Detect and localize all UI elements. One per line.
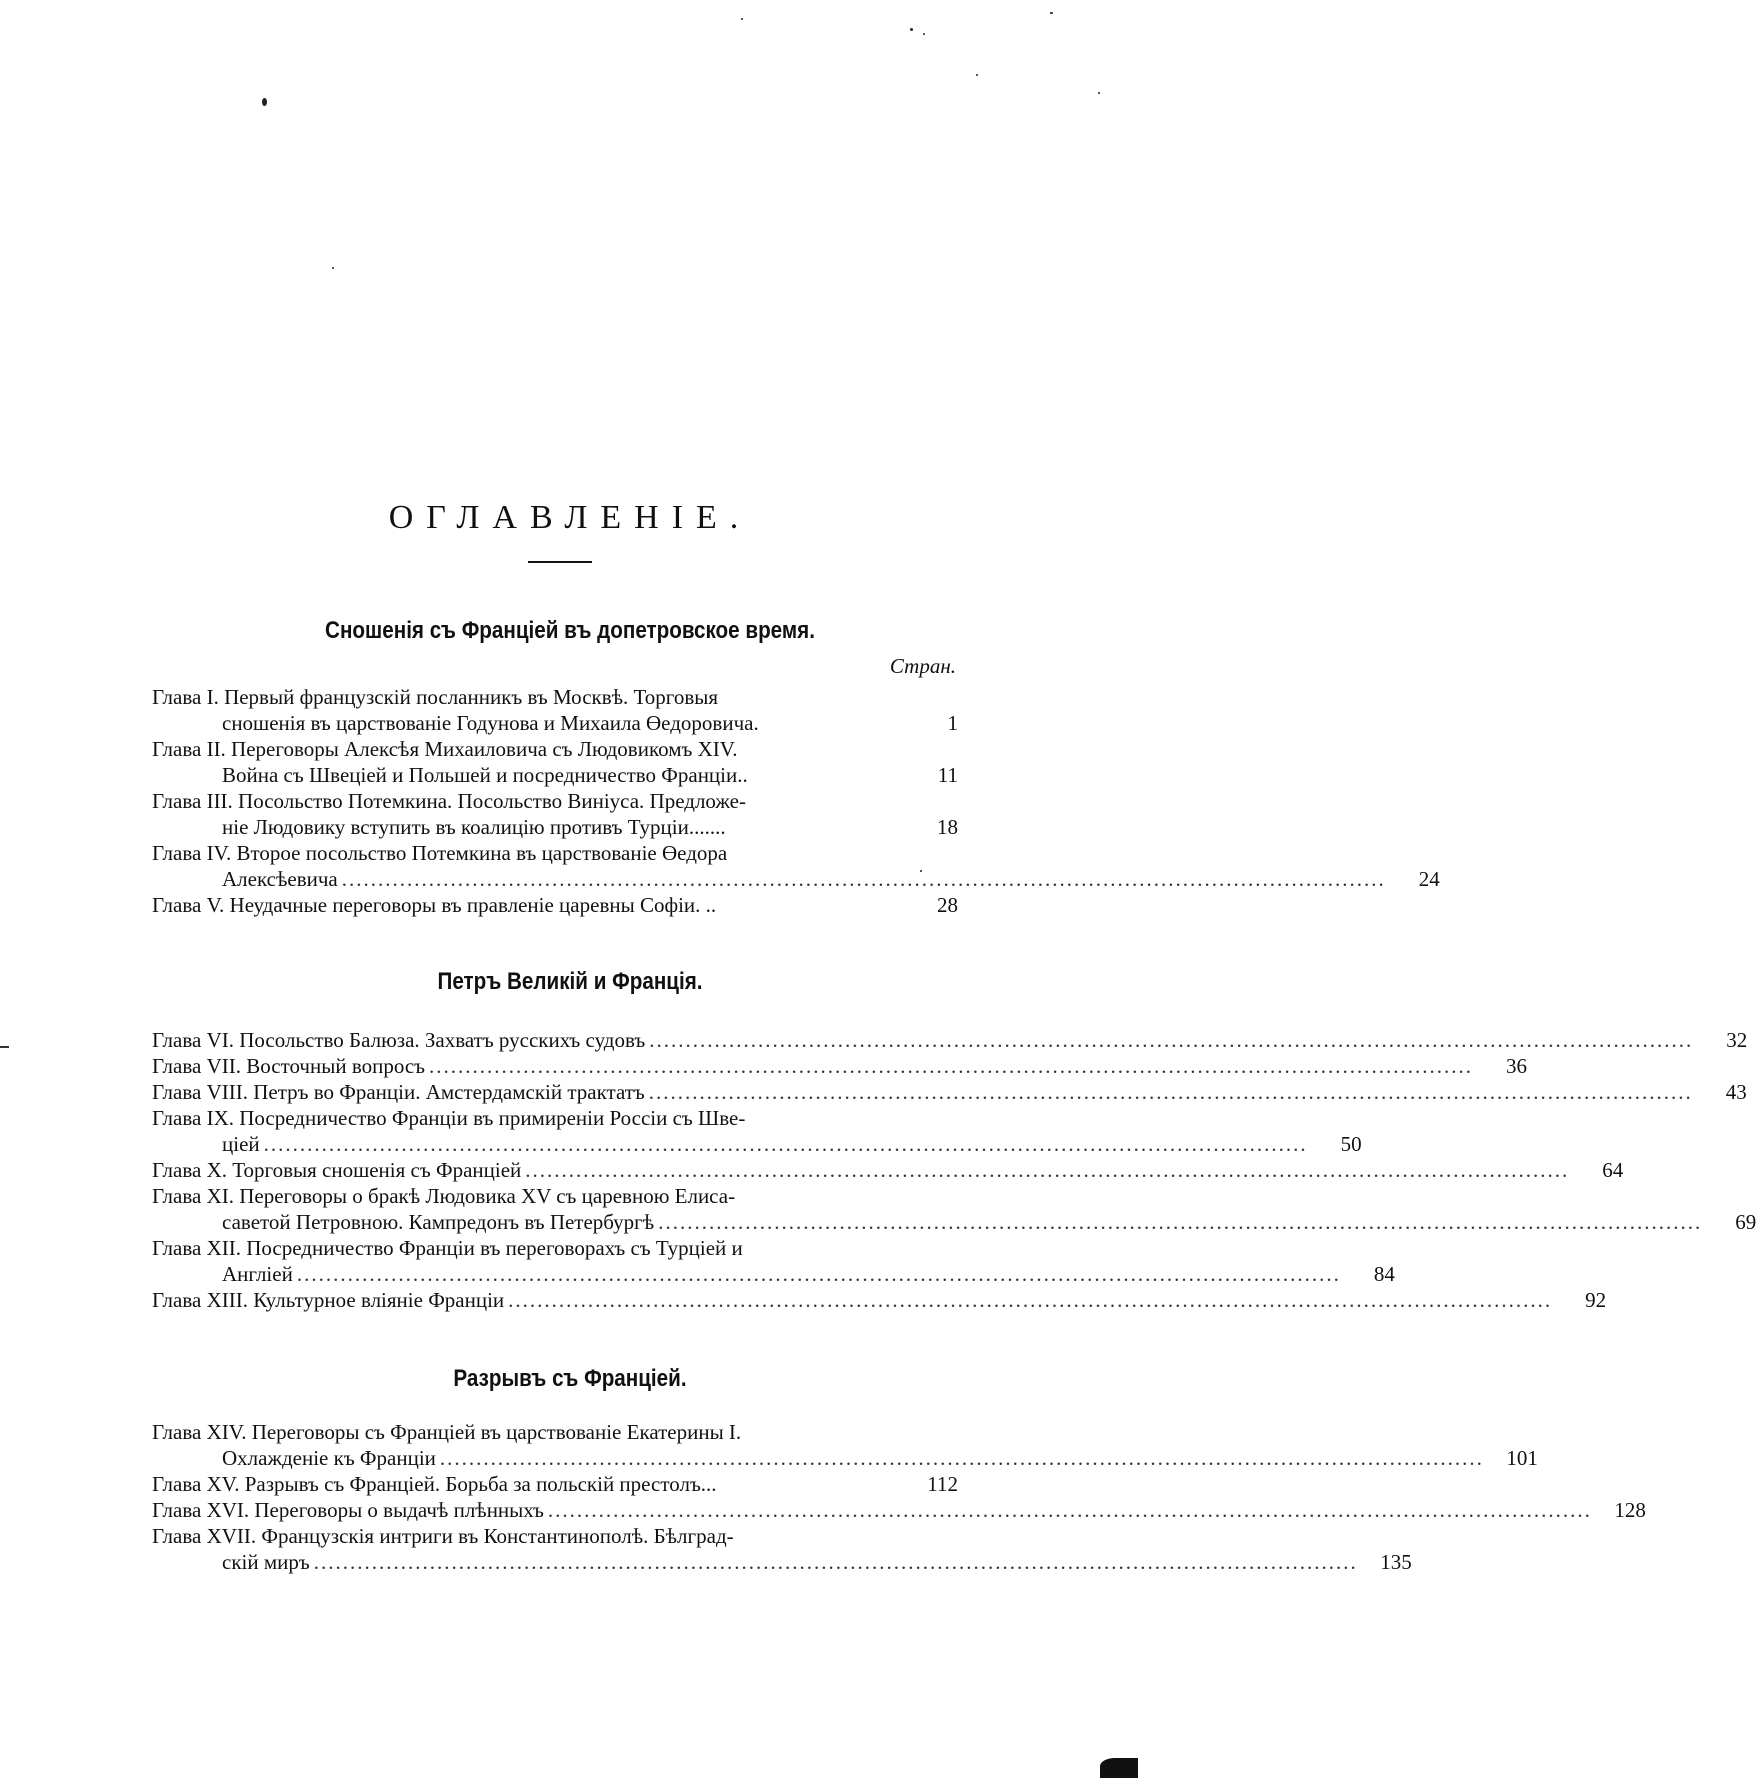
entry-text-cont: Охлажденіе къ Франціи bbox=[222, 1446, 436, 1470]
entry-text: Глава I. Первый французскій посланникъ въ Москвѣ. Торговыя bbox=[152, 685, 719, 709]
entry-text: Глава XIII. Культурное вліяніе Франціи bbox=[152, 1288, 505, 1312]
entry-page: 28 bbox=[937, 893, 958, 917]
entry-page: 101 bbox=[1506, 1446, 1538, 1470]
entry-text: Глава III. Посольство Потемкина. Посольство Виніуса. Предложе- bbox=[152, 789, 746, 813]
entry-page: 24 bbox=[1418, 867, 1440, 891]
toc-entry-chapter-4 bbox=[152, 840, 1440, 892]
entry-text: Глава VIII. Петръ во Франціи. Амстердамскій трактатъ bbox=[152, 1080, 645, 1104]
entry-text: Глава II. Переговоры Алексѣя Михаиловича съ Людовикомъ XIV. bbox=[152, 737, 738, 761]
entry-text-cont: Война съ Швеціей и Польшей и посредничество Франціи.. bbox=[222, 763, 748, 787]
toc-entry-chapter-16 bbox=[152, 1497, 1646, 1523]
toc-entry-chapter-11 bbox=[152, 1183, 1756, 1235]
toc-section-1 bbox=[152, 684, 1440, 918]
toc-section-2 bbox=[152, 1027, 1756, 1313]
toc-entry-chapter-8 bbox=[152, 1079, 1747, 1105]
entry-page: 128 bbox=[1614, 1498, 1646, 1522]
entry-page: 11 bbox=[937, 763, 958, 787]
page-title: ОГЛАВЛЕНІЕ. bbox=[388, 498, 752, 536]
entry-text-cont: ніе Людовику вступить въ коалицію противъ Турціи....... bbox=[222, 815, 726, 839]
toc-section-3 bbox=[152, 1419, 1646, 1575]
toc-entry-chapter-17 bbox=[152, 1523, 1412, 1575]
toc-entry-chapter-10 bbox=[152, 1157, 1624, 1183]
entry-page: 36 bbox=[1506, 1054, 1528, 1078]
section-heading-2: Петръ Великій и Франція. bbox=[437, 968, 703, 995]
entry-page: 1 bbox=[947, 711, 958, 735]
section-heading-3: Разрывъ съ Франціей. bbox=[453, 1365, 687, 1392]
entry-text: Глава XVI. Переговоры о выдачѣ плѣнныхъ bbox=[152, 1498, 544, 1522]
toc-entry-chapter-2 bbox=[152, 736, 958, 788]
toc-entry-chapter-7 bbox=[152, 1053, 1528, 1079]
entry-text: Глава X. Торговыя сношенія съ Франціей bbox=[152, 1158, 522, 1182]
entry-text: Глава IV. Второе посольство Потемкина въ царствованіе Өедора bbox=[152, 841, 728, 865]
entry-page: 32 bbox=[1726, 1028, 1748, 1052]
entry-text: Глава V. Неудачные переговоры въ правленіе царевны Софіи. .. bbox=[152, 893, 717, 917]
entry-text: Глава IX. Посредничество Франціи въ примиреніи Россіи съ Шве- bbox=[152, 1106, 746, 1130]
entry-text-cont: сношенія въ царствованіе Годунова и Михаила Өедоровича. bbox=[222, 711, 759, 735]
toc-entry-chapter-12 bbox=[152, 1235, 1395, 1287]
title-rule bbox=[528, 561, 592, 563]
toc-entry-chapter-14 bbox=[152, 1419, 1538, 1471]
margin-mark bbox=[0, 1046, 9, 1048]
page-column-label: Стран. bbox=[889, 654, 956, 678]
entry-page: 92 bbox=[1585, 1288, 1607, 1312]
entry-text-cont: саветой Петровною. Кампредонъ въ Петербургѣ bbox=[222, 1210, 655, 1234]
entry-text: Глава XVII. Французскія интриги въ Константинополѣ. Бѣлград- bbox=[152, 1524, 734, 1548]
entry-text: Глава XII. Посредничество Франціи въ переговорахъ съ Турціей и bbox=[152, 1236, 743, 1260]
entry-page: 84 bbox=[1373, 1262, 1395, 1286]
entry-text: Глава VI. Посольство Балюза. Захватъ русскихъ судовъ bbox=[152, 1028, 646, 1052]
toc-entry-chapter-15 bbox=[152, 1471, 958, 1497]
entry-page: 135 bbox=[1380, 1550, 1412, 1574]
entry-text: Глава XI. Переговоры о бракѣ Людовика XV съ царевною Елиса- bbox=[152, 1184, 736, 1208]
entry-page: 43 bbox=[1725, 1080, 1747, 1104]
entry-page: 64 bbox=[1602, 1158, 1624, 1182]
toc-entry-chapter-9 bbox=[152, 1105, 1362, 1157]
entry-page: 112 bbox=[927, 1472, 958, 1496]
toc-entry-chapter-3 bbox=[152, 788, 958, 840]
entry-text: Глава VII. Восточный вопросъ bbox=[152, 1054, 426, 1078]
entry-text-cont: Алексѣевича bbox=[222, 867, 338, 891]
entry-text: Глава XV. Разрывъ съ Франціей. Борьба за польскій престолъ... bbox=[152, 1472, 717, 1496]
entry-page: 18 bbox=[937, 815, 958, 839]
entry-page: 69 bbox=[1735, 1210, 1756, 1234]
entry-text-cont: скій миръ bbox=[222, 1550, 310, 1574]
toc-entry-chapter-13 bbox=[152, 1287, 1607, 1313]
entry-text: Глава XIV. Переговоры съ Франціей въ царствованіе Екатерины I. bbox=[152, 1420, 742, 1444]
section-heading-1: Сношенія съ Франціей въ допетровское время. bbox=[325, 617, 815, 644]
toc-entry-chapter-6 bbox=[152, 1027, 1748, 1053]
entry-page: 50 bbox=[1340, 1132, 1362, 1156]
entry-text-cont: ціей bbox=[222, 1132, 260, 1156]
toc-entry-chapter-5 bbox=[152, 892, 958, 918]
toc-entry-chapter-1 bbox=[152, 684, 958, 736]
entry-text-cont: Англіей bbox=[222, 1262, 293, 1286]
